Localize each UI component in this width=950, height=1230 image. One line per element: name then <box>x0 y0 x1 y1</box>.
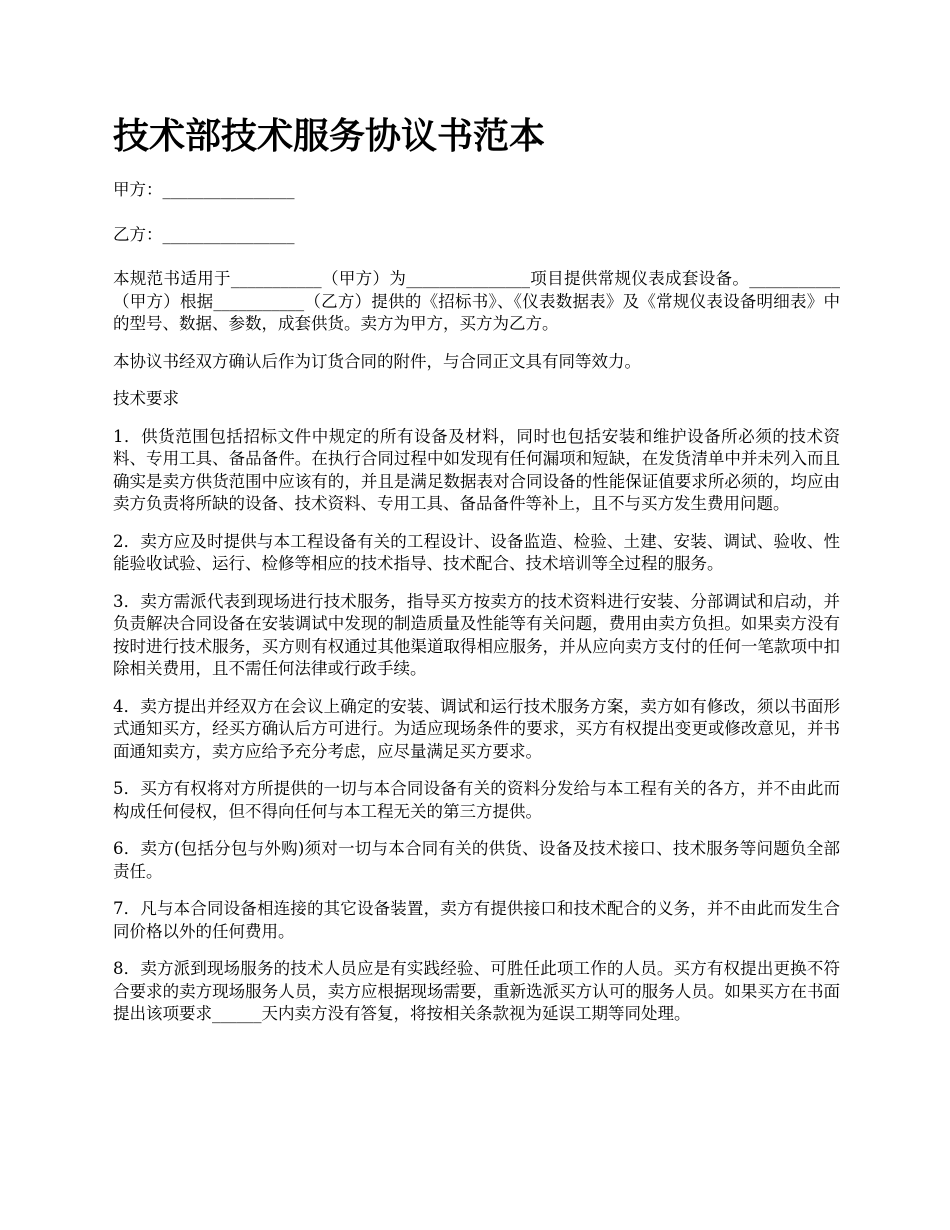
clause-4: 4．卖方提出并经双方在会议上确定的安装、调试和运行技术服务方案，卖方如有修改，须以书面形式通知买方，经买方确认后方可进行。为适应现场条件的要求，买方有权提出变更或修改意见，并书面通知卖方，卖方应给予充分考虑，应尽量满足买方要求。 <box>113 696 840 761</box>
clause-8: 8．卖方派到现场服务的技术人员应是有实践经验、可胜任此项工作的人员。买方有权提出更换不符合要求的卖方现场服务人员，卖方应根据现场需要，重新选派买方认可的服务人员。如果买方在书面提出该项要求______天内卖方没有答复，将按相关条款视为延误工期等同处理。 <box>113 959 840 1023</box>
clause-3: 3．卖方需派代表到现场进行技术服务，指导买方按卖方的技术资料进行安装、分部调试和启动，并负责解决合同设备在安装调试中发现的制造质量及性能等有关问题，费用由卖方负担。如果卖方没有按时进行技术服务，买方则有权通过其他渠道取得相应服务，并从应向卖方支付的任何一笔款项中扣除相关费用，且不需任何法律或行政手续。 <box>113 591 840 678</box>
document-title: 技术部技术服务协议书范本 <box>113 116 546 157</box>
section-heading-technical-requirements: 技术要求 <box>113 389 179 408</box>
document-page <box>113 112 840 1041</box>
party-b-line: 乙方：________________ <box>113 224 295 244</box>
clause-2: 2．卖方应及时提供与本工程设备有关的工程设计、设备监造、检验、土建、安装、调试、验收、性能验收试验、运行、检修等相应的技术指导、技术配合、技术培训等全过程的服务。 <box>113 531 840 573</box>
validity-paragraph: 本协议书经双方确认后作为订货合同的附件，与合同正文具有同等效力。 <box>113 351 641 371</box>
intro-paragraph: 本规范书适用于___________（甲方）为_______________项目提供常规仪表成套设备。___________（甲方）根据___________（乙方）提供的《招标书》、《仪表数据表》及《常规仪表设备明细表》中的型号、数据、参数，成套供货。卖方为甲方，买方为乙方。 <box>113 269 840 333</box>
clause-7: 7．凡与本合同设备相连接的其它设备装置，卖方有提供接口和技术配合的义务，并不由此而发生合同价格以外的任何费用。 <box>113 899 840 941</box>
clause-1: 1．供货范围包括招标文件中规定的所有设备及材料，同时也包括安装和维护设备所必须的技术资料、专用工具、备品备件。在执行合同过程中如发现有任何漏项和短缺，在发货清单中并未列入而且确实是卖方供货范围中应该有的，并且是满足数据表对合同设备的性能保证值要求所必须的，均应由卖方负责将所缺的设备、技术资料、专用工具、备品备件等补上，且不与买方发生费用问题。 <box>113 426 840 513</box>
party-a-line: 甲方：________________ <box>113 180 295 199</box>
clause-6: 6．卖方(包括分包与外购)须对一切与本合同有关的供货、设备及技术接口、技术服务等问题负全部责任。 <box>113 839 840 881</box>
clause-5: 5．买方有权将对方所提供的一切与本合同设备有关的资料分发给与本工程有关的各方，并不由此而构成任何侵权，但不得向任何与本工程无关的第三方提供。 <box>113 779 840 821</box>
